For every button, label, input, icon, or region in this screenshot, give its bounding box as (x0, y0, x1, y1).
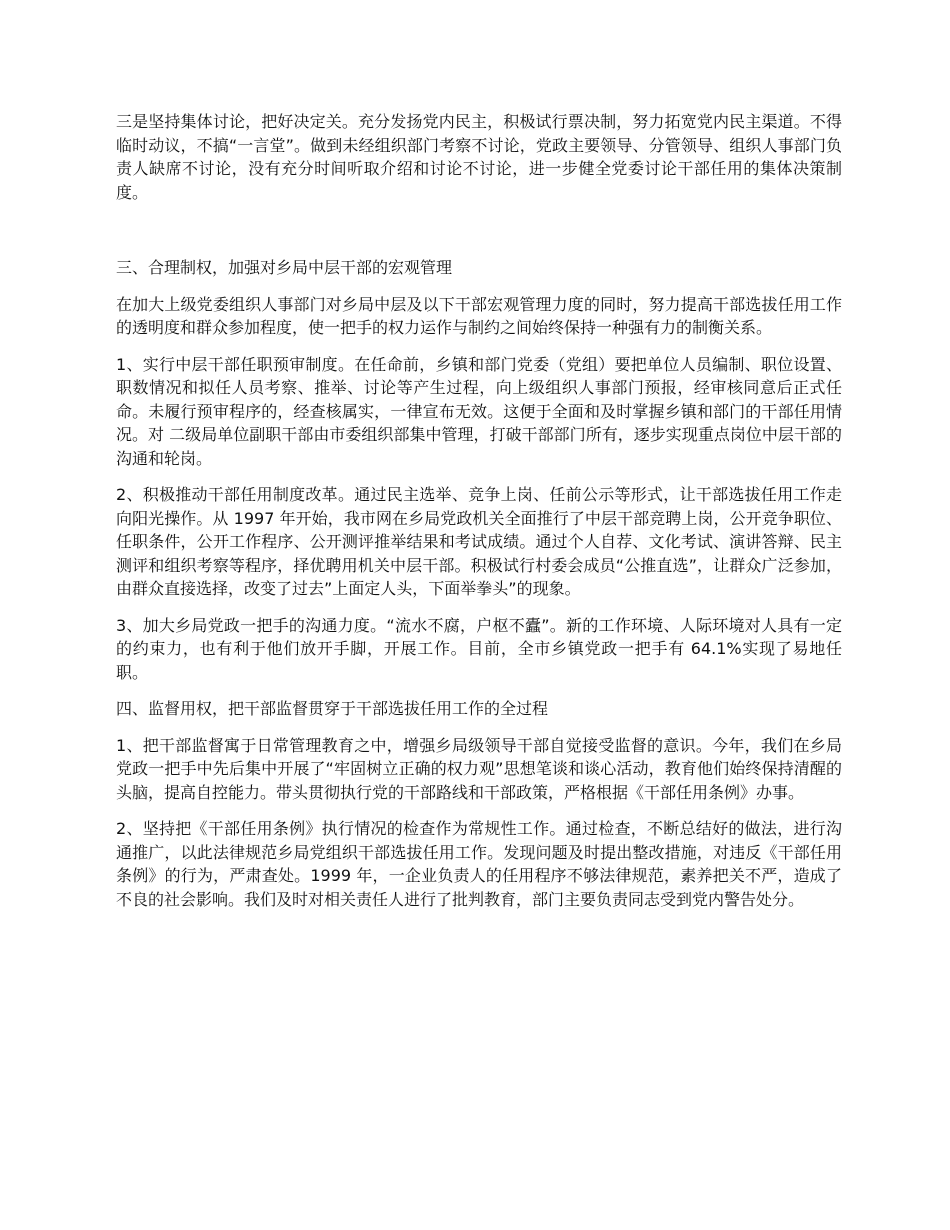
paragraph-rotation: 3、加大乡局党政一把手的沟通力度。“流水不腐，户枢不蠹”。新的工作环境、人际环境对人具有一定的约束力，也有利于他们放开手脚，开展工作。目前，全市乡镇党政一把手有 64.1%实现了易地任职。 (116, 615, 842, 682)
paragraph-macro-management-intro: 在加大上级党委组织人事部门对乡局中层及以下干部宏观管理力度的同时，努力提高干部选拔任用工作的透明度和群众参加程度，使一把手的权力运作与制约之间始终保持一种强有力的制衡关系。 (116, 294, 842, 337)
section-heading-three: 三、合理制权，加强对乡局中层干部的宏观管理 (116, 258, 453, 277)
section-heading-four: 四、监督用权，把干部监督贯穿于干部选拔任用工作的全过程 (116, 699, 549, 718)
paragraph-daily-supervision: 1、把干部监督寓于日常管理教育之中，增强乡局级领导干部自觉接受监督的意识。今年，我们在乡局党政一把手中先后集中开展了“牢固树立正确的权力观”思想笔谈和谈心活动，教育他们始终保持清醒的头脑，提高自控能力。带头贯彻执行党的干部路线和干部政策，严格根据《干部任用条例》办事。 (116, 735, 842, 802)
paragraph-pre-review-system: 1、实行中层干部任职预审制度。在任命前，乡镇和部门党委（党组）要把单位人员编制、职位设置、职数情况和拟任人员考察、推举、讨论等产生过程，向上级组织人事部门预报，经审核同意后正式任命。未履行预审程序的，经查核属实，一律宣布无效。这便于全面和及时掌握乡镇和部门的干部任用情况。对 二级局单位副职干部由市委组织部集中管理，打破干部部门所有，逐步实现重点岗位中层干部的沟通和轮岗。 (116, 354, 842, 468)
paragraph-regulation-inspection: 2、坚持把《干部任用条例》执行情况的检查作为常规性工作。通过检查，不断总结好的做法，进行沟通推广，以此法律规范乡局党组织干部选拔任用工作。发现问题及时提出整改措施，对违反《干部任用条例》的行为，严肃查处。1999 年，一企业负责人的任用程序不够法律规范，素养把关不严，造成了不良的社会影响。我们及时对相关责任人进行了批判教育，部门主要负责同志受到党内警告处分。 (116, 819, 842, 909)
paragraph-collective-discussion: 三是坚持集体讨论，把好决定关。充分发扬党内民主，积极试行票决制，努力拓宽党内民主渠道。不得临时动议，不搞“一言堂”。做到未经组织部门考察不讨论，党政主要领导、分管领导、组织人事部门负责人缺席不讨论，没有充分时间听取介绍和讨论不讨论，进一步健全党委讨论干部任用的集体决策制度。 (116, 112, 842, 202)
document-body (116, 110, 842, 924)
paragraph-appointment-reform: 2、积极推动干部任用制度改革。通过民主选举、竞争上岗、任前公示等形式，让干部选拔任用工作走向阳光操作。从 1997 年开始，我市网在乡局党政机关全面推行了中层干部竞聘上岗，公开竞争职位、任职条件，公开工作程序、公开测评推举结果和考试成绩。通过个人自荐、文化考试、演讲答辩、民主测评和组织考察等程序，择优聘用机关中层干部。积极试行村委会成员“公推直选”，让群众广泛参加，由群众直接选择，改变了过去”上面定人头，下面举拳头”的现象。 (116, 485, 842, 598)
